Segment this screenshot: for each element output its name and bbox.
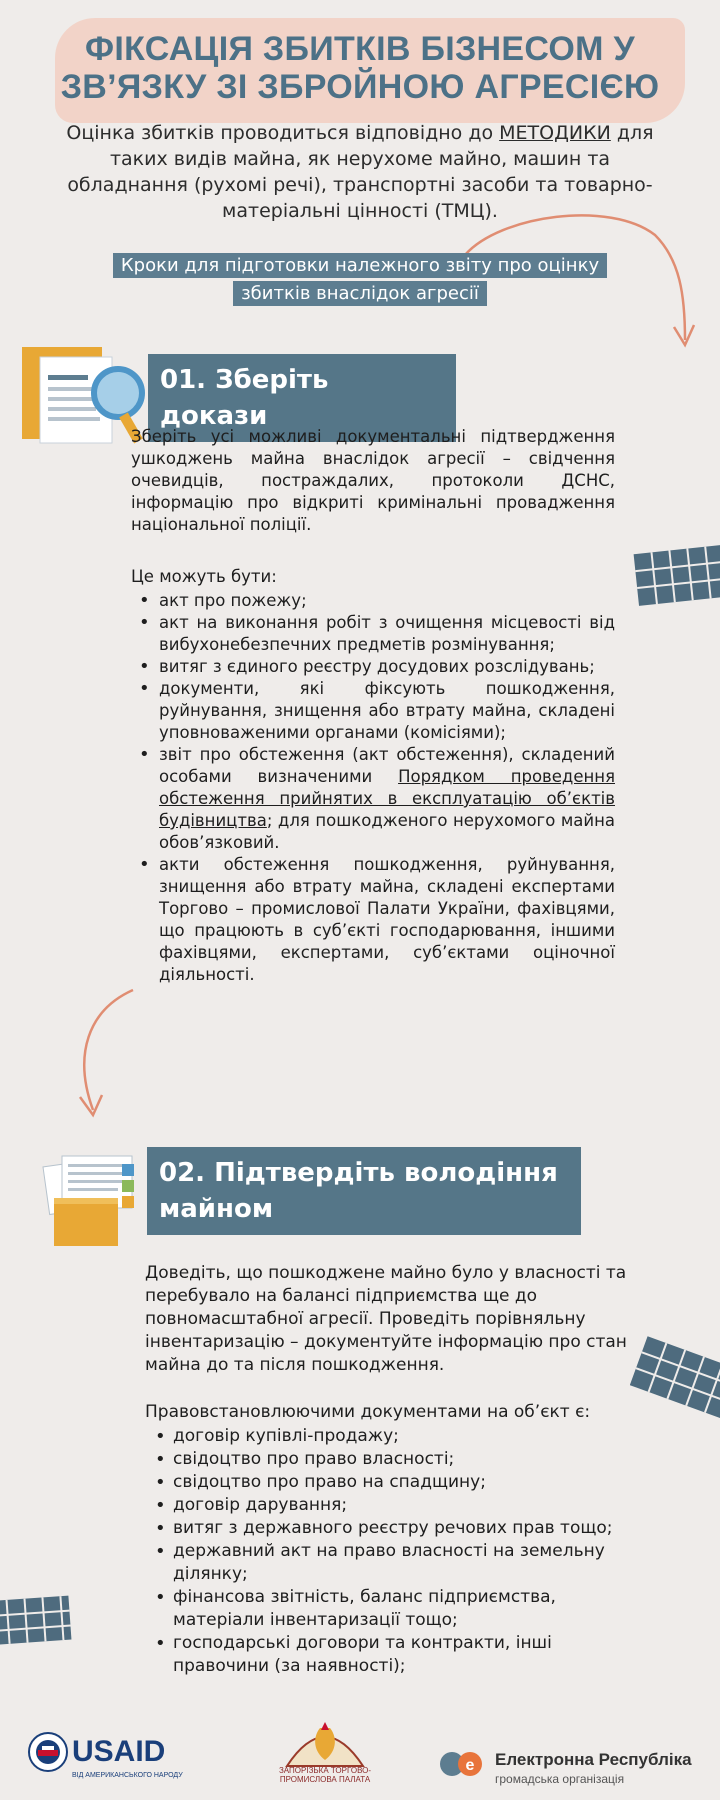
list-item: • договір дарування; <box>145 1494 635 1517</box>
usaid-subtitle: ВІД АМЕРИКАНСЬКОГО НАРОДУ <box>72 1772 183 1779</box>
curved-arrow-icon <box>68 985 148 1125</box>
list-item: • фінансова звітність, баланс підприємства, матеріали інвентаризації тощо; <box>145 1586 635 1632</box>
section1-heading: 01. Зберіть докази <box>148 354 456 442</box>
section2-heading-line1: 02. Підтвердіть володіння <box>159 1158 558 1188</box>
list-item: • витяг з єдиного реєстру досудових розслідувань; <box>131 656 615 678</box>
intro-before: Оцінка збитків проводиться відповідно до <box>66 122 500 144</box>
e-republic-subtitle: громадська організація <box>495 1772 625 1786</box>
item4-before: звіт про обстеження (акт обстеження), складений особами визначеними <box>159 745 615 786</box>
list-item: • акт на виконання робіт з очищення місцевості від вибухонебезпечних предметів розмінування; <box>131 612 615 656</box>
list-item: • договір купівлі-продажу; <box>145 1425 635 1448</box>
list-item: • свідоцтво про право власності; <box>145 1448 635 1471</box>
section2-list <box>145 1425 635 1678</box>
list-item: • свідоцтво про право на спадщину; <box>145 1471 635 1494</box>
svg-text:e: e <box>465 1757 475 1774</box>
list-item: • господарські договори та контракти, інші правочини (за наявності); <box>145 1632 635 1678</box>
chamber-of-commerce-label: ЗАПОРІЗЬКА ТОРГОВО-ПРОМИСЛОВА ПАЛАТА <box>278 1766 372 1784</box>
e-republic-logo-icon <box>436 1748 490 1780</box>
section1-list <box>131 590 615 986</box>
section2-heading <box>147 1147 581 1235</box>
section1-paragraph: Зберіть усі можливі документальні підтвердження ушкоджень майна внаслідок агресії – свідчення очевидців, постраждалих, протоколи ДСНС, інформацію про відкриті кримінальні провадження національної поліції. <box>131 427 615 534</box>
title-line-1: ФІКСАЦІЯ ЗБИТКІВ БІЗНЕСОМ У <box>85 30 635 68</box>
section2-list-intro: Правовстановлюючими документами на об’єкт є: <box>145 1402 591 1422</box>
section2-paragraph: Доведіть, що пошкоджене майно було у власності та перебувало на балансі підприємства ще до повномасштабної агресії. Проведіть порівняльну інвентаризацію – документуйте інформацію про стан майна до та після пошкодження. <box>145 1263 627 1375</box>
title-line-2: ЗВ’ЯЗКУ ЗІ ЗБРОЙНОЮ АГРЕСІЄЮ <box>60 68 660 106</box>
list-item: • витяг з державного реєстру речових прав тощо; <box>145 1517 635 1540</box>
section2-heading-line2: майном <box>159 1194 274 1224</box>
steps-line-1: Кроки для підготовки належного звіту про оцінку <box>113 253 607 278</box>
list-item: • документи, які фіксують пошкодження, руйнування, знищення або втрату майна, складені уповноваженими органами (комісіями); <box>131 678 615 744</box>
grid-tile-decor <box>0 1590 75 1650</box>
item4-after: ; для пошкодженого нерухомого майна обов’язковий. <box>159 811 615 852</box>
usaid-logo-text: USAID <box>72 1735 166 1768</box>
steps-banner <box>84 252 636 308</box>
e-republic-name: Електронна Республіка <box>495 1750 692 1769</box>
section1-list-intro: Це можуть бути: <box>131 567 277 586</box>
list-item: • акти обстеження пошкодження, руйнування, знищення або втрату майна, складені експертами Торгово – промислової Палати України, фахівцями, що працюють в суб’єкті господарювання, іншими фахівцями, експертами, суб’єктами оціночної діяльності. <box>131 854 615 986</box>
page-title <box>60 30 660 106</box>
list-item: • акт про пожежу; <box>131 590 615 612</box>
chamber-of-commerce-logo <box>282 1718 368 1768</box>
list-item <box>131 744 615 854</box>
intro-after: для таких видів майна, як нерухоме майно, машин та обладнання (рухомі речі), транспортні засоби та товарно-матеріальні цінності (ТМЦ). <box>67 122 654 222</box>
steps-line-2: збитків внаслідок агресії <box>233 281 487 306</box>
usaid-seal-icon <box>28 1732 68 1772</box>
grid-tile-decor <box>630 540 720 610</box>
grid-tile-decor <box>630 1330 720 1420</box>
list-item: • державний акт на право власності на земельну ділянку; <box>145 1540 635 1586</box>
procedure-link[interactable]: Порядком проведення обстеження прийнятих в експлуатацію об’єктів будівництва <box>159 767 615 830</box>
methodology-link[interactable]: МЕТОДИКИ <box>499 122 611 144</box>
folder-documents-icon <box>40 1150 145 1250</box>
